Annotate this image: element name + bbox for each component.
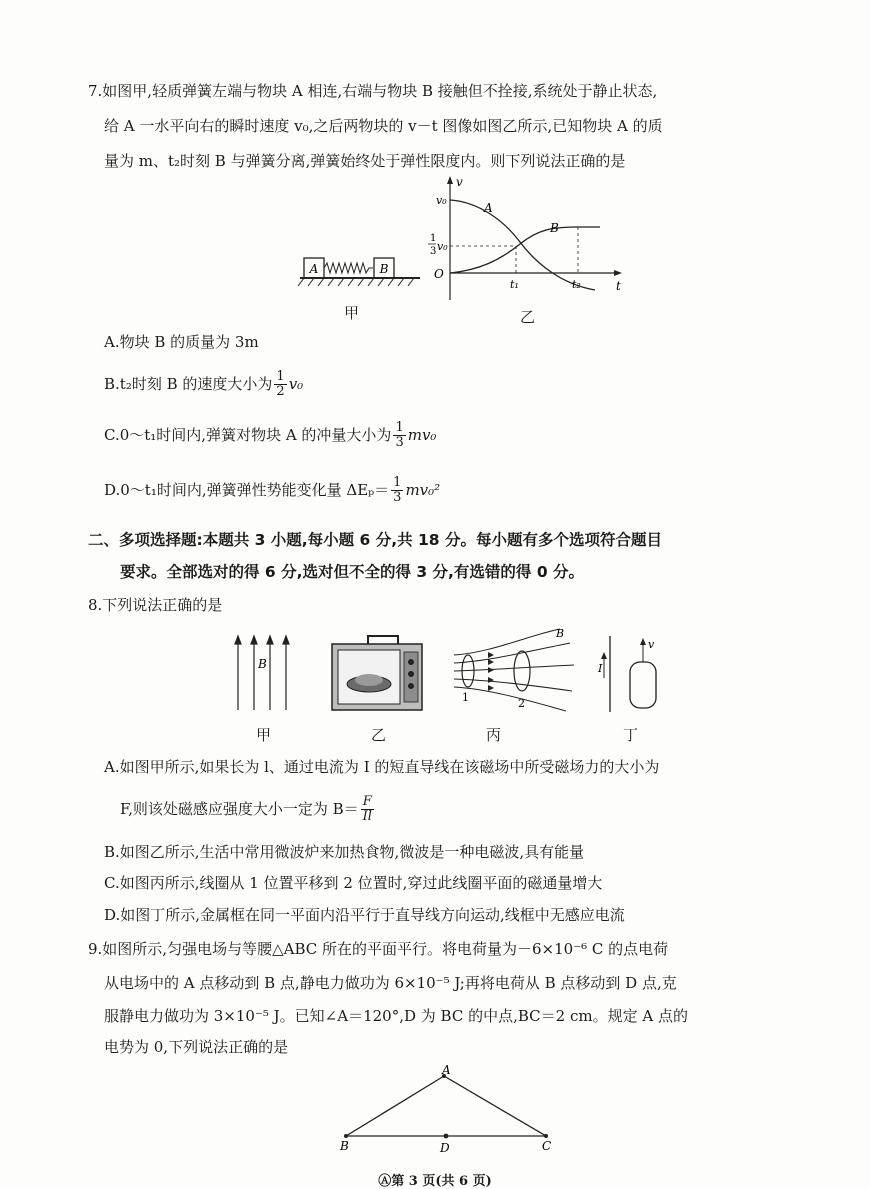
vertex-c-label: C	[542, 1139, 552, 1153]
vertex-a-label: A	[442, 1063, 451, 1077]
q8-caption-ding: 丁	[623, 726, 639, 744]
q7-option-a: A.物块 B 的质量为 3m	[104, 333, 259, 351]
q7-option-b	[104, 370, 303, 400]
q8-ding-v-label: v	[648, 638, 655, 651]
q7-option-b-text: B.t₂时刻 B 的速度大小为	[104, 374, 273, 393]
q7-stem-line3: 量为 m、t₂时刻 B 与弹簧分离,弹簧始终处于弹性限度内。则下列说法正确的是	[104, 152, 626, 170]
q8-figure-ding	[596, 632, 676, 714]
curve-b-label: B	[550, 221, 559, 235]
third-den: 3	[430, 246, 437, 257]
q8-figure-bing	[450, 625, 580, 715]
t2-label: t₂	[572, 278, 581, 291]
q7-option-d-unit: mv₀²	[405, 480, 441, 499]
q8-jia-b-label: B	[258, 657, 267, 671]
q7-option-d-text: D.0～t₁时间内,弹簧弹性势能变化量 ΔEₚ＝	[104, 480, 390, 499]
q8-caption-jia: 甲	[256, 726, 272, 744]
q8-caption-yi: 乙	[371, 726, 387, 744]
q7-option-b-frac: $\frac{1}{2}$	[276, 369, 285, 400]
origin-label: O	[434, 267, 444, 281]
q9-stem-line4: 电势为 0,下列说法正确的是	[104, 1038, 289, 1056]
block-a-label: A	[309, 262, 319, 276]
q7-option-d	[104, 476, 440, 506]
point-d-label: D	[440, 1141, 450, 1155]
q8-bing-pos1: 1	[462, 691, 469, 704]
q8-ding-current-label: I	[598, 662, 603, 675]
vertex-b-label: B	[340, 1139, 349, 1153]
page-footer: Ⓐ第 3 页(共 6 页)	[378, 1174, 492, 1189]
q7-option-b-unit: v₀	[288, 374, 304, 393]
block-b-label: B	[379, 262, 389, 276]
q8-option-b: B.如图乙所示,生活中常用微波炉来加热食物,微波是一种电磁波,具有能量	[104, 843, 585, 861]
t1-label: t₁	[510, 278, 519, 291]
q7-option-c	[104, 421, 436, 451]
q8-stem: 8.下列说法正确的是	[88, 596, 223, 614]
v0-label: v₀	[436, 194, 447, 207]
q8-caption-bing: 丙	[486, 726, 502, 744]
q8-bing-b-label: B	[556, 627, 565, 640]
q8-option-d: D.如图丁所示,金属框在同一平面内沿平行于直导线方向运动,线框中无感应电流	[104, 906, 625, 924]
q7-fig-yi-caption: 乙	[520, 308, 536, 326]
third-v0: v₀	[437, 240, 448, 253]
q7-figure-yi	[420, 172, 630, 307]
axis-v-label: v	[456, 175, 463, 189]
q8-option-a-frac: $\frac{F}{Il}$	[362, 794, 372, 825]
third-num: 1	[430, 233, 437, 244]
q9-stem-line1: 9.如图所示,匀强电场与等腰△ABC 所在的平面平行。将电荷量为－6×10⁻⁶ C 的点电荷	[88, 940, 669, 958]
q8-option-a-line2	[120, 795, 376, 825]
q8-bing-pos2: 2	[518, 697, 525, 710]
q7-option-c-frac: $\frac{1}{3}$	[395, 420, 404, 451]
axis-t-label: t	[616, 279, 621, 293]
q8-figure-yi	[328, 632, 428, 714]
q7-option-c-text: C.0～t₁时间内,弹簧对物块 A 的冲量大小为	[104, 425, 392, 444]
q7-stem-line2: 给 A 一水平向右的瞬时速度 v₀,之后两物块的 v－t 图像如图乙所示,已知物块 A 的质	[104, 117, 663, 135]
q7-figure-jia	[290, 240, 430, 290]
q8-option-a-line1: A.如图甲所示,如果长为 l、通过电流为 I 的短直导线在该磁场中所受磁场力的大小为	[104, 758, 660, 776]
q9-triangle-figure	[330, 1060, 570, 1160]
q8-option-c: C.如图丙所示,线圈从 1 位置平移到 2 位置时,穿过此线圈平面的磁通量增大	[104, 874, 603, 892]
q7-option-d-frac: $\frac{1}{3}$	[393, 475, 402, 506]
curve-a-label: A	[484, 201, 493, 215]
q8-option-a-text: F,则该处磁感应强度大小一定为 B＝	[120, 799, 359, 818]
section2-heading-line2: 要求。全部选对的得 6 分,选对但不全的得 3 分,有选错的得 0 分。	[120, 563, 585, 581]
q7-fig-jia-caption: 甲	[344, 304, 360, 322]
q9-stem-line3: 服静电力做功为 3×10⁻⁵ J。已知∠A＝120°,D 为 BC 的中点,BC＝2 cm。规定 A 点的	[104, 1007, 688, 1025]
section2-heading-line1: 二、多项选择题:本题共 3 小题,每小题 6 分,共 18 分。每小题有多个选项符合题目	[88, 531, 662, 549]
q8-figure-jia	[228, 632, 308, 712]
q9-stem-line2: 从电场中的 A 点移动到 B 点,静电力做功为 6×10⁻⁵ J;再将电荷从 B 点移动到 D 点,克	[104, 974, 677, 992]
q7-option-c-unit: mv₀	[407, 425, 437, 444]
q7-stem-line1: 7.如图甲,轻质弹簧左端与物块 A 相连,右端与物块 B 接触但不拴接,系统处于静止状态,	[88, 82, 658, 100]
